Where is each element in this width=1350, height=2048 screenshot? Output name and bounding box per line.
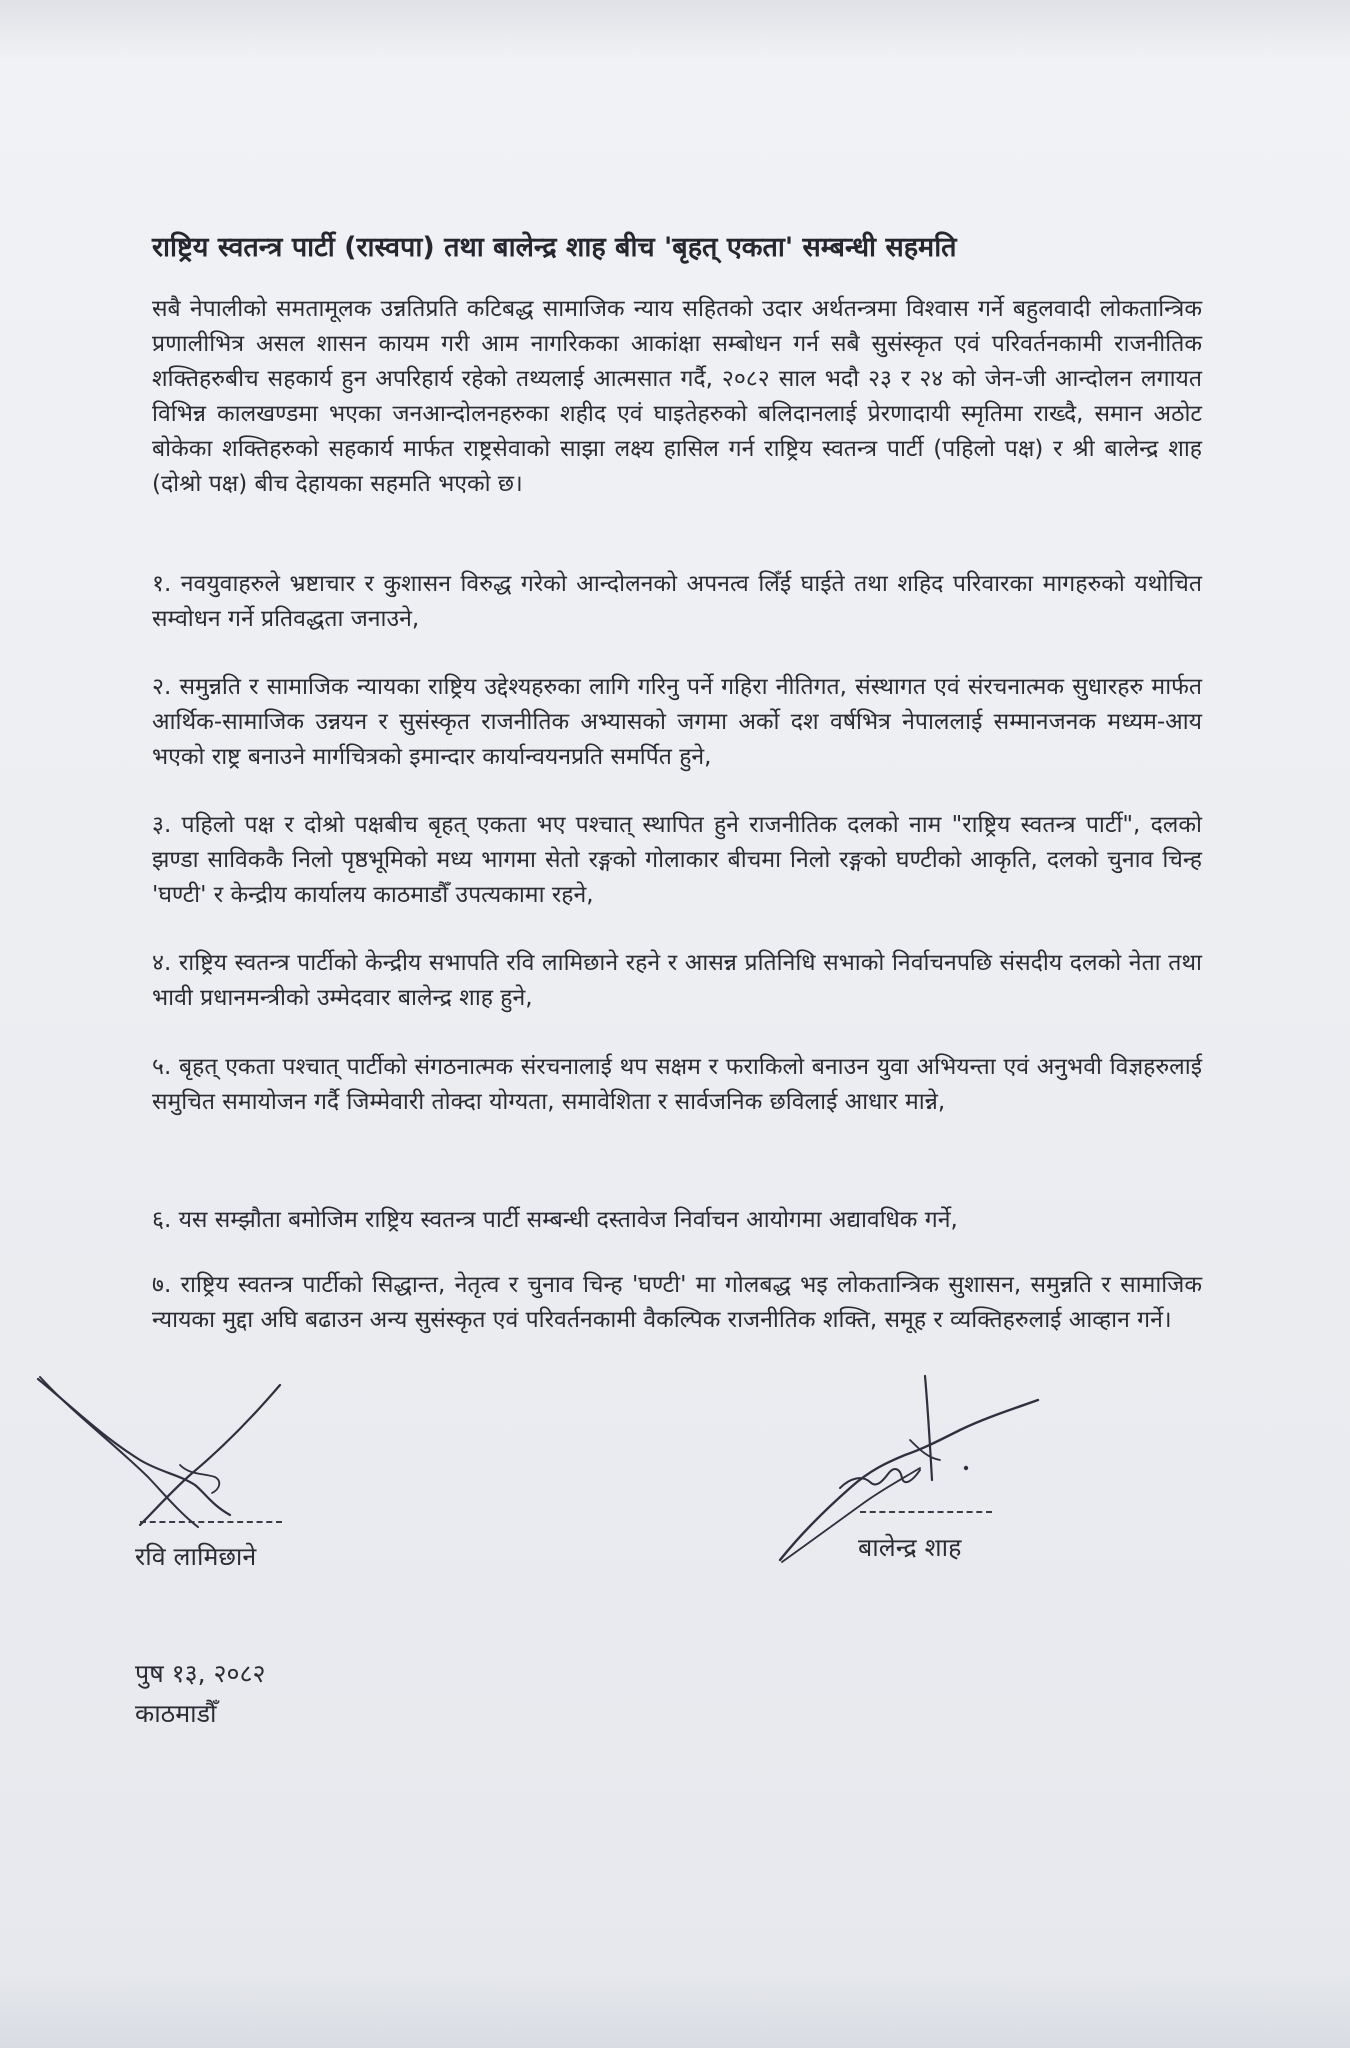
left-signatory-name: रवि लामिछाने	[135, 1542, 257, 1571]
agreement-point-1: १. नवयुवाहरुले भ्रष्टाचार र कुशासन विरुद्ध गरेको आन्दोलनको अपनत्व लिँई घाईते तथा शहिद परिवारका मागहरुको यथोचित सम्वोधन गर्ने प्रतिवद्धता जनाउने,	[152, 571, 1202, 632]
right-signatory-name: बालेन्द्र शाह	[858, 1533, 962, 1562]
agreement-point-5: ५. बृहत् एकता पश्चात् पार्टीको संगठनात्मक संरचनालाई थप सक्षम र फराकिलो बनाउन युवा अभियन्ता एवं अनुभवी विज्ञहरुलाई समुचित समायोजन गर्दै जिम्मेवारी तोक्दा योग्यता, समावेशिता र सार्वजनिक छविलाई आधार मान्ने,	[152, 1054, 1202, 1115]
right-signature-line	[860, 1511, 992, 1513]
agreement-point-3: ३. पहिलो पक्ष र दोश्रो पक्षबीच बृहत् एकता भए पश्चात् स्थापित हुने राजनीतिक दलको नाम "राष्ट्रिय स्वतन्त्र पार्टी", दलको झण्डा साविककै निलो पृष्ठभूमिको मध्य भागमा सेतो रङ्गको गोलाकार बीचमा निलो रङ्गको घण्टीको आकृति, दलको चुनाव चिन्ह 'घण्टी' र केन्द्रीय कार्यालय काठमाडौँ उपत्यकामा रहने,	[152, 812, 1202, 908]
document-place: काठमाडौँ	[135, 1699, 217, 1728]
agreement-point-7: ७. राष्ट्रिय स्वतन्त्र पार्टीको सिद्धान्त, नेतृत्व र चुनाव चिन्ह 'घण्टी' मा गोलबद्ध भइ लोकतान्त्रिक सुशासन, समुन्नति र सामाजिक न्यायका मुद्दा अघि बढाउन अन्य सुसंस्कृत एवं परिवर्तनकामी वैकल्पिक राजनीतिक शक्ति, समूह र व्यक्तिहरुलाई आव्हान गर्ने।	[152, 1272, 1202, 1333]
left-signature-line	[140, 1521, 282, 1523]
left-signature	[30, 1365, 300, 1535]
agreement-point-6: ६. यस सम्झौता बमोजिम राष्ट्रिय स्वतन्त्र पार्टी सम्बन्धी दस्तावेज निर्वाचन आयोगमा अद्यावधिक गर्ने,	[152, 1207, 958, 1233]
agreement-point-4: ४. राष्ट्रिय स्वतन्त्र पार्टीको केन्द्रीय सभापति रवि लामिछाने रहने र आसन्न प्रतिनिधि सभाको निर्वाचनपछि संसदीय दलको नेता तथा भावी प्रधानमन्त्रीको उम्मेदवार बालेन्द्र शाह हुने,	[152, 950, 1202, 1011]
intro-paragraph: सबै नेपालीको समतामूलक उन्नतिप्रति कटिबद्ध सामाजिक न्याय सहितको उदार अर्थतन्त्रमा विश्वास गर्ने बहुलवादी लोकतान्त्रिक प्रणालीभित्र असल शासन कायम गरी आम नागरिकका आकांक्षा सम्बोधन गर्न सबै सुसंस्कृत एवं परिवर्तनकामी राजनीतिक शक्तिहरुबीच सहकार्य हुन अपरिहार्य रहेको तथ्यलाई आत्मसात गर्दै, २०८२ साल भदौ २३ र २४ को जेन-जी आन्दोलन लगायत विभिन्न कालखण्डमा भएका जनआन्दोलनहरुका शहीद एवं घाइतेहरुको बलिदानलाई प्रेरणादायी स्मृतिमा राख्दै, समान अठोट बोकेका शक्तिहरुको सहकार्य मार्फत राष्ट्रसेवाको साझा लक्ष्य हासिल गर्न राष्ट्रिय स्वतन्त्र पार्टी (पहिलो पक्ष) र श्री बालेन्द्र शाह (दोश्रो पक्ष) बीच देहायका सहमति भएको छ।	[152, 296, 1202, 497]
document-date: पुष १३, २०८२	[135, 1659, 266, 1688]
document-title: राष्ट्रिय स्वतन्त्र पार्टी (रास्वपा) तथा बालेन्द्र शाह बीच 'बृहत् एकता' सम्बन्धी सहमति	[152, 232, 957, 263]
agreement-point-2: २. समुन्नति र सामाजिक न्यायका राष्ट्रिय उद्देश्यहरुका लागि गरिनु पर्ने गहिरा नीतिगत, संस्थागत एवं संरचनात्मक सुधारहरु मार्फत आर्थिक-सामाजिक उन्नयन र सुसंस्कृत राजनीतिक अभ्यासको जगमा अर्को दश वर्षभित्र नेपाललाई सम्मानजनक मध्यम-आय भएको राष्ट्र बनाउने मार्गचित्रको इमान्दार कार्यान्वयनप्रति समर्पित हुने,	[152, 674, 1202, 770]
